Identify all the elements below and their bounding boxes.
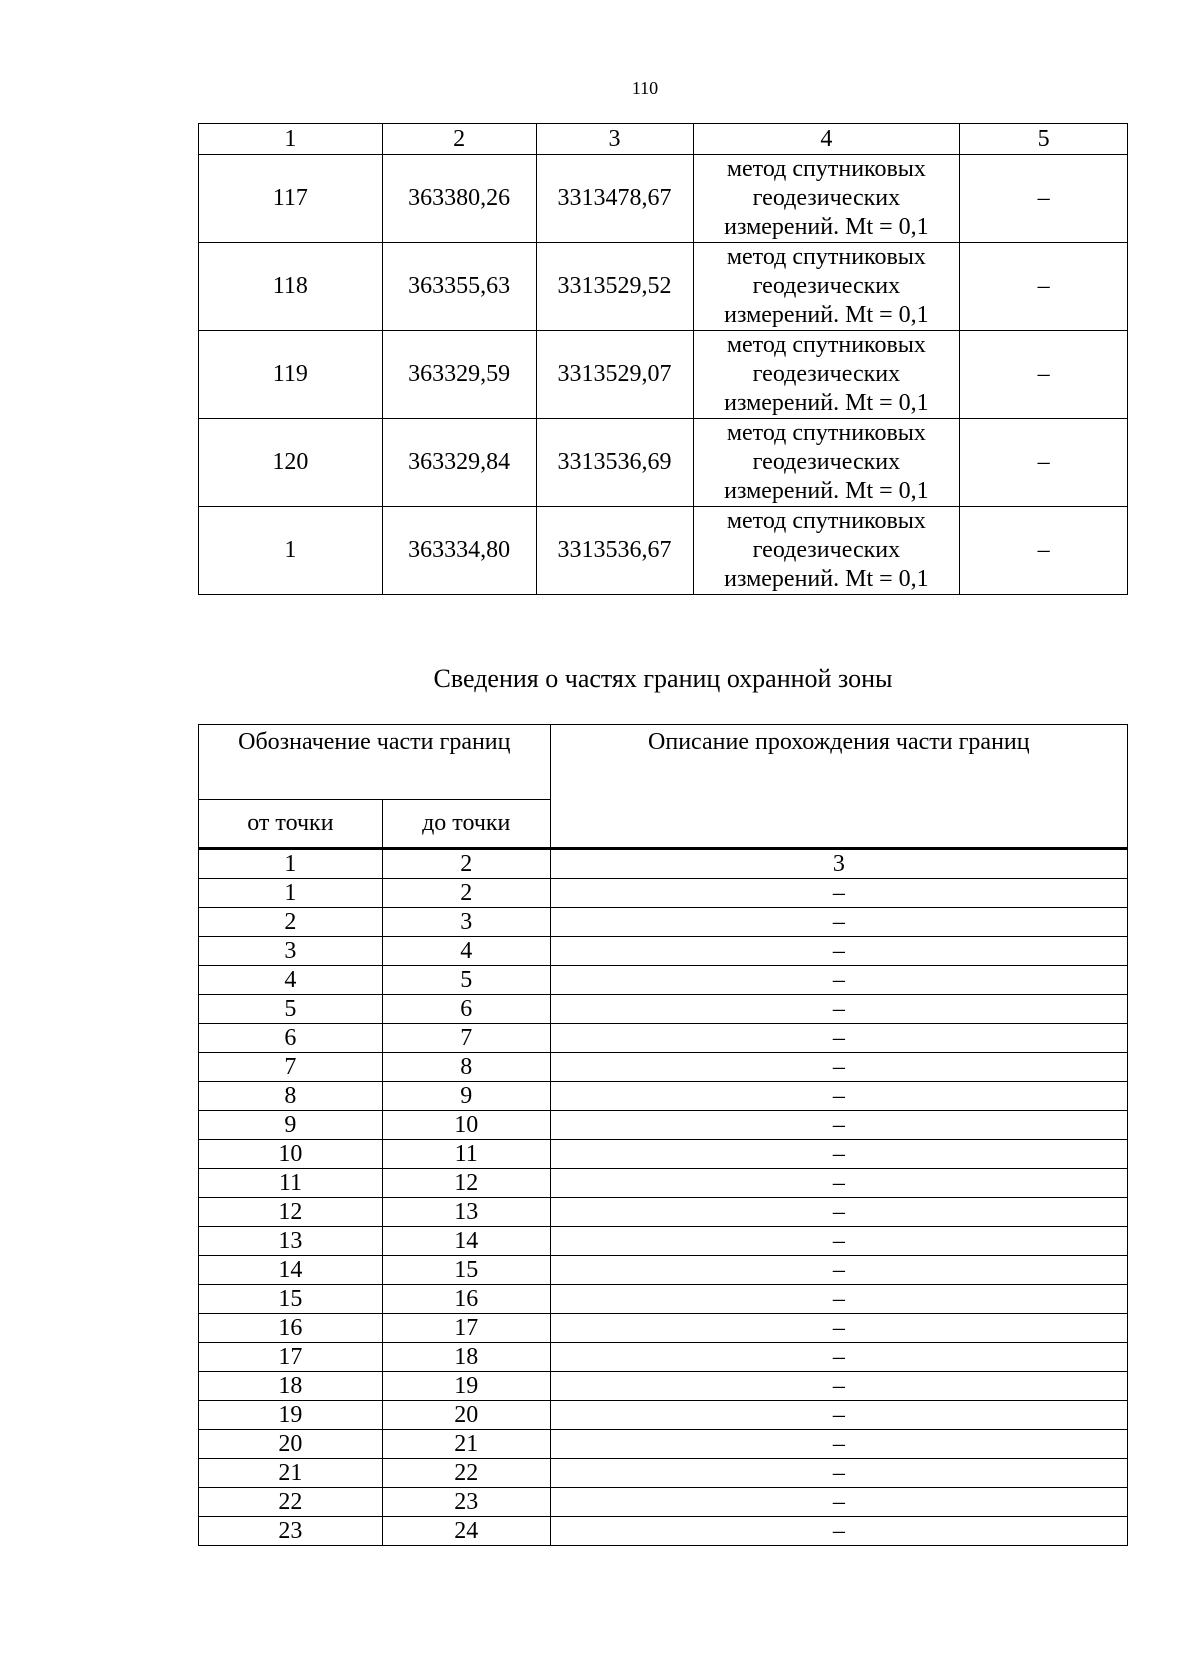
note: –	[960, 155, 1128, 243]
from-point: 19	[199, 1401, 383, 1430]
method-description	[693, 419, 960, 507]
from-point: 14	[199, 1256, 383, 1285]
part-description: –	[550, 1053, 1127, 1082]
table-row	[199, 995, 1128, 1024]
part-description: –	[550, 937, 1127, 966]
to-point: 17	[382, 1314, 550, 1343]
coordinate-x: 363334,80	[382, 507, 536, 595]
coordinate-x: 363380,26	[382, 155, 536, 243]
from-point: 2	[199, 908, 383, 937]
part-description: –	[550, 1024, 1127, 1053]
table-row	[199, 1314, 1128, 1343]
boundary-parts-table	[198, 724, 1128, 1546]
from-point: 15	[199, 1285, 383, 1314]
to-point: 7	[382, 1024, 550, 1053]
from-point: 1	[199, 879, 383, 908]
to-point: 15	[382, 1256, 550, 1285]
table-row	[199, 908, 1128, 937]
note: –	[960, 507, 1128, 595]
table-row	[199, 419, 1128, 507]
part-description: –	[550, 1314, 1127, 1343]
from-point: 6	[199, 1024, 383, 1053]
from-point: 22	[199, 1488, 383, 1517]
part-description: –	[550, 1517, 1127, 1546]
to-point: 19	[382, 1372, 550, 1401]
from-point: 3	[199, 937, 383, 966]
to-point: 21	[382, 1430, 550, 1459]
to-point-header: до точки	[382, 800, 550, 849]
part-description: –	[550, 1169, 1127, 1198]
column-number: 3	[536, 124, 693, 155]
column-number: 4	[693, 124, 960, 155]
from-point: 21	[199, 1459, 383, 1488]
method-line: геодезических	[752, 185, 901, 211]
to-point: 22	[382, 1459, 550, 1488]
method-line: измерений. Mt = 0,1	[724, 214, 929, 240]
column-number: 2	[382, 124, 536, 155]
method-line: метод спутниковых	[726, 332, 926, 358]
coordinate-y: 3313529,52	[536, 243, 693, 331]
from-point: 13	[199, 1227, 383, 1256]
to-point: 18	[382, 1343, 550, 1372]
to-point: 20	[382, 1401, 550, 1430]
part-description: –	[550, 1227, 1127, 1256]
table-row	[199, 1256, 1128, 1285]
column-number-row	[199, 124, 1128, 155]
part-description: –	[550, 1343, 1127, 1372]
note: –	[960, 331, 1128, 419]
coordinate-y: 3313536,69	[536, 419, 693, 507]
table-row	[199, 1459, 1128, 1488]
part-description: –	[550, 1285, 1127, 1314]
from-point: 11	[199, 1169, 383, 1198]
method-line: метод спутниковых	[726, 508, 926, 534]
part-description: –	[550, 1256, 1127, 1285]
from-point: 9	[199, 1111, 383, 1140]
to-point: 14	[382, 1227, 550, 1256]
table-row	[199, 1140, 1128, 1169]
coordinate-y: 3313529,07	[536, 331, 693, 419]
from-point: 4	[199, 966, 383, 995]
part-description: –	[550, 995, 1127, 1024]
note: –	[960, 243, 1128, 331]
table-row	[199, 1285, 1128, 1314]
method-description	[693, 331, 960, 419]
from-point-header: от точки	[199, 800, 383, 849]
part-description: –	[550, 1430, 1127, 1459]
to-point: 8	[382, 1053, 550, 1082]
from-point: 20	[199, 1430, 383, 1459]
table-row	[199, 1401, 1128, 1430]
table-row	[199, 1517, 1128, 1546]
designation-header: Обозначение части границ	[199, 725, 551, 800]
part-description: –	[550, 1372, 1127, 1401]
table-row	[199, 155, 1128, 243]
table-row	[199, 331, 1128, 419]
note: –	[960, 419, 1128, 507]
method-line: геодезических	[752, 537, 901, 563]
column-number: 3	[550, 849, 1127, 879]
method-line: измерений. Mt = 0,1	[724, 566, 929, 592]
table-row	[199, 1024, 1128, 1053]
point-number: 118	[199, 243, 383, 331]
method-line: измерений. Mt = 0,1	[724, 390, 929, 416]
to-point: 16	[382, 1285, 550, 1314]
coordinate-y: 3313478,67	[536, 155, 693, 243]
from-point: 8	[199, 1082, 383, 1111]
from-point: 18	[199, 1372, 383, 1401]
part-description: –	[550, 908, 1127, 937]
to-point: 13	[382, 1198, 550, 1227]
to-point: 2	[382, 879, 550, 908]
coordinate-x: 363329,84	[382, 419, 536, 507]
method-line: геодезических	[752, 449, 901, 475]
column-number: 1	[199, 124, 383, 155]
page-number: 110	[631, 78, 659, 98]
from-point: 5	[199, 995, 383, 1024]
method-description	[693, 155, 960, 243]
part-description: –	[550, 1140, 1127, 1169]
method-line: геодезических	[752, 273, 901, 299]
to-point: 4	[382, 937, 550, 966]
part-description: –	[550, 1401, 1127, 1430]
coordinates-table	[198, 123, 1128, 595]
table-row	[199, 1343, 1128, 1372]
to-point: 10	[382, 1111, 550, 1140]
part-description: –	[550, 1111, 1127, 1140]
table-row	[199, 1169, 1128, 1198]
section-title: Сведения о частях границ охранной зоны	[433, 664, 893, 693]
from-point: 12	[199, 1198, 383, 1227]
table-row	[199, 1111, 1128, 1140]
column-number: 2	[382, 849, 550, 879]
from-point: 7	[199, 1053, 383, 1082]
table-row	[199, 1430, 1128, 1459]
point-number: 120	[199, 419, 383, 507]
method-line: геодезических	[752, 361, 901, 387]
to-point: 3	[382, 908, 550, 937]
to-point: 6	[382, 995, 550, 1024]
table-row	[199, 1488, 1128, 1517]
to-point: 23	[382, 1488, 550, 1517]
part-description: –	[550, 1488, 1127, 1517]
table-row	[199, 937, 1128, 966]
table-row	[199, 966, 1128, 995]
method-line: метод спутниковых	[726, 156, 926, 182]
table-row	[199, 1198, 1128, 1227]
point-number: 1	[199, 507, 383, 595]
table-row	[199, 1053, 1128, 1082]
from-point: 10	[199, 1140, 383, 1169]
description-header: Описание прохождения части границ	[550, 725, 1127, 849]
column-number-row	[199, 849, 1128, 879]
column-number: 5	[960, 124, 1128, 155]
method-line: измерений. Mt = 0,1	[724, 302, 929, 328]
to-point: 5	[382, 966, 550, 995]
table-row	[199, 243, 1128, 331]
method-line: измерений. Mt = 0,1	[724, 478, 929, 504]
method-description	[693, 507, 960, 595]
part-description: –	[550, 1082, 1127, 1111]
part-description: –	[550, 879, 1127, 908]
to-point: 9	[382, 1082, 550, 1111]
from-point: 17	[199, 1343, 383, 1372]
table-row	[199, 507, 1128, 595]
from-point: 23	[199, 1517, 383, 1546]
method-line: метод спутниковых	[726, 244, 926, 270]
table-row	[199, 1372, 1128, 1401]
from-point: 16	[199, 1314, 383, 1343]
part-description: –	[550, 966, 1127, 995]
part-description: –	[550, 1459, 1127, 1488]
to-point: 12	[382, 1169, 550, 1198]
table-row	[199, 1082, 1128, 1111]
to-point: 11	[382, 1140, 550, 1169]
method-description	[693, 243, 960, 331]
to-point: 24	[382, 1517, 550, 1546]
point-number: 119	[199, 331, 383, 419]
point-number: 117	[199, 155, 383, 243]
table-row	[199, 879, 1128, 908]
coordinate-y: 3313536,67	[536, 507, 693, 595]
table-row	[199, 1227, 1128, 1256]
coordinate-x: 363329,59	[382, 331, 536, 419]
coordinate-x: 363355,63	[382, 243, 536, 331]
method-line: метод спутниковых	[726, 420, 926, 446]
part-description: –	[550, 1198, 1127, 1227]
column-number: 1	[199, 849, 383, 879]
